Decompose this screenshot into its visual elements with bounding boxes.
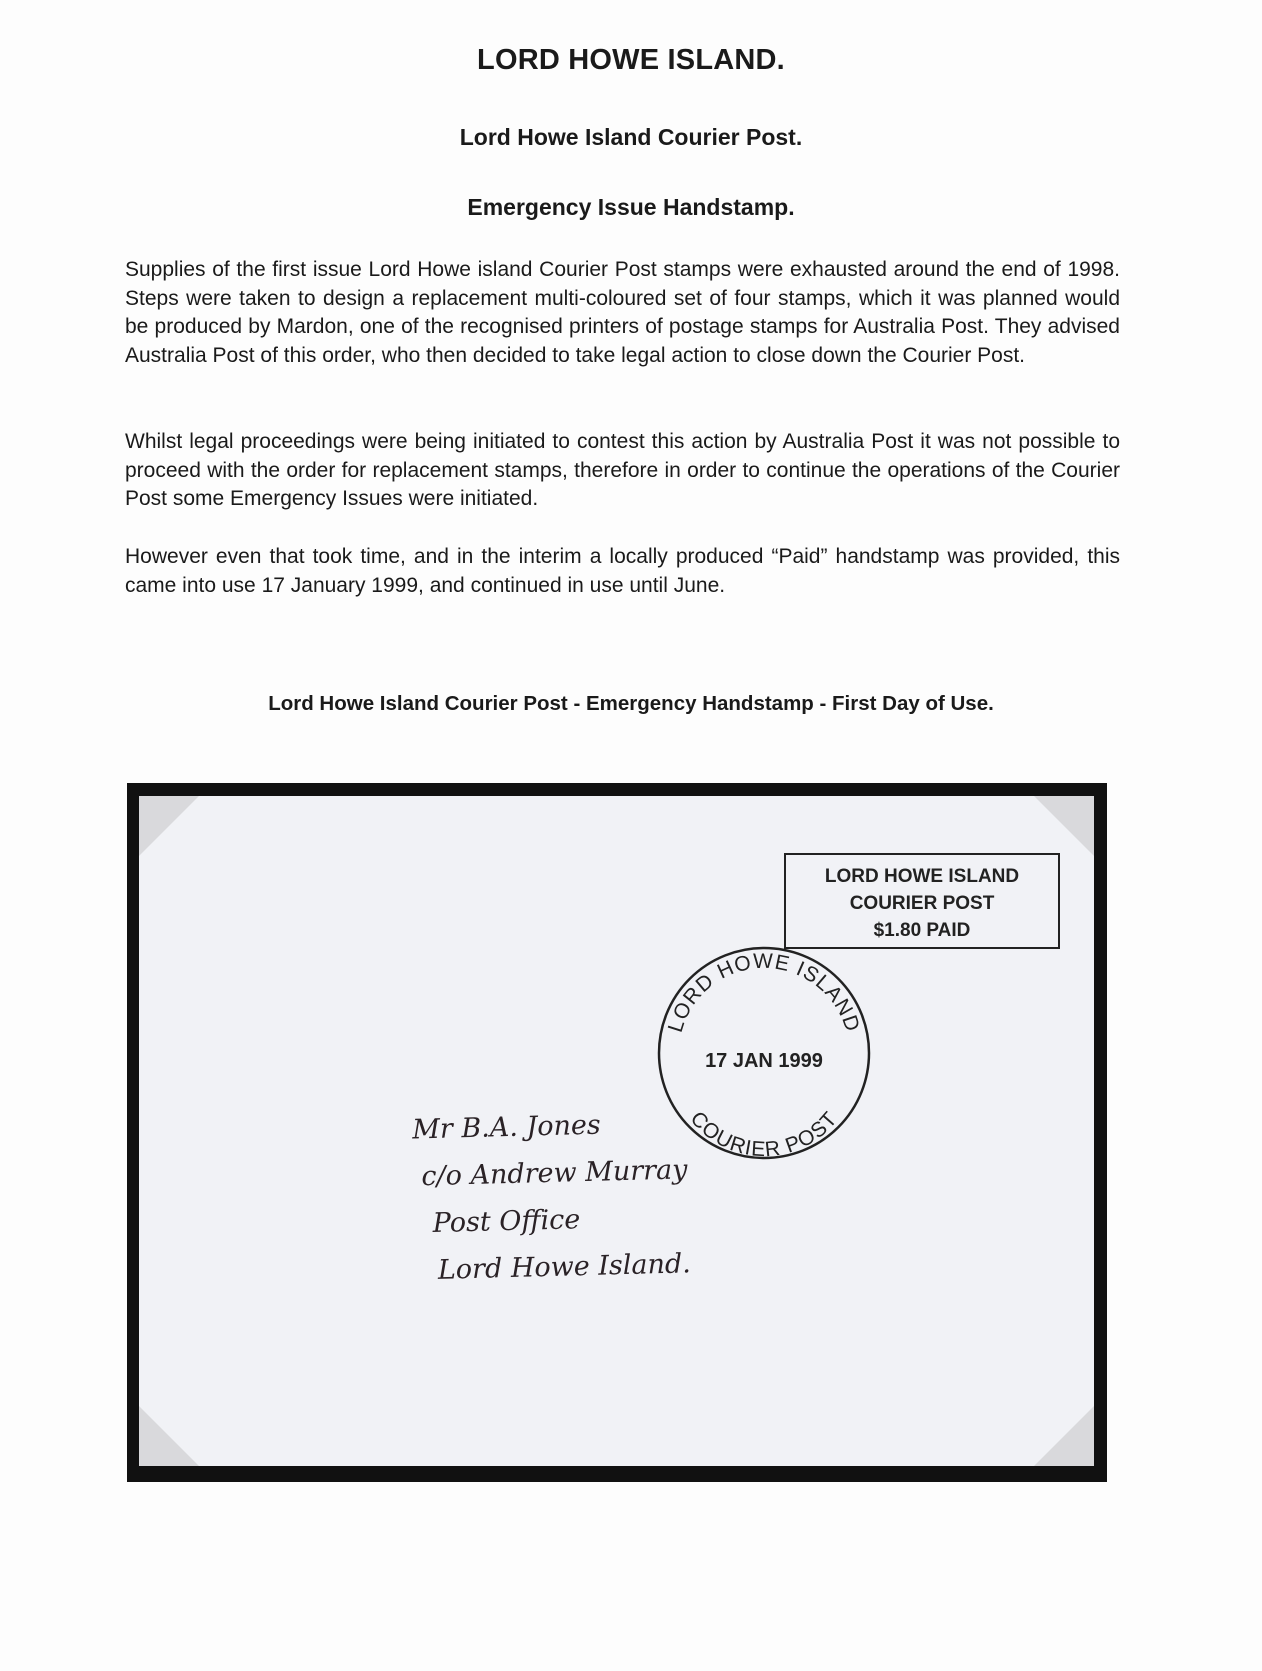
photo-corner-bottom-right — [1034, 1406, 1094, 1466]
address-line-3: Post Office — [432, 1204, 581, 1240]
handwritten-address — [412, 1096, 837, 1295]
photo-corner-top-right — [1034, 796, 1094, 856]
address-line-1: Mr B.A. Jones — [411, 1109, 602, 1146]
paragraph-3: However even that took time, and in the interim a locally produced “Paid” handstamp was provided, this came into use 17 January 1999, and continued in use until June. — [125, 545, 1120, 597]
envelope — [139, 796, 1094, 1466]
paragraph-2: Whilst legal proceedings were being initiated to contest this action by Australia Post it was not possible to proceed with the order for replacement stamps, therefore in order to continue the operations of the Courier Post some Emergency Issues were initiated. — [125, 430, 1120, 510]
address-line-4: Lord Howe Island. — [437, 1248, 692, 1286]
paid-handstamp-line-1: LORD HOWE ISLAND — [824, 866, 1020, 887]
postmark-date: 17 JAN 1999 — [705, 1050, 823, 1072]
paid-handstamp-line-2: COURIER POST — [849, 893, 995, 914]
paid-handstamp — [784, 853, 1060, 949]
postmark-bottom-arc: COURIER POST — [685, 1107, 843, 1162]
cover-mount-frame — [127, 783, 1107, 1482]
photo-corner-bottom-left — [139, 1406, 199, 1466]
paragraph-1: Supplies of the first issue Lord Howe island Courier Post stamps were exhausted around the end of 1998. Steps were taken to design a replacement multi-coloured set of four stamps, which it was planned would be produced by Mardon, one of the recognised printers of postage stamps for Australia Post. They advised Australia Post of this order, who then decided to take legal action to close down the Courier Post. — [125, 258, 1120, 367]
photo-corner-top-left — [139, 796, 199, 856]
page-title: LORD HOWE ISLAND. — [477, 44, 785, 76]
address-line-2: c/o Andrew Murray — [421, 1154, 688, 1193]
page-subtitle: Lord Howe Island Courier Post. — [459, 124, 803, 150]
postmark-top-arc: LORD HOWE ISLAND — [663, 949, 865, 1036]
section-title: Emergency Issue Handstamp. — [467, 194, 795, 220]
cover-caption: Lord Howe Island Courier Post - Emergency Handstamp - First Day of Use. — [268, 692, 994, 715]
paid-handstamp-line-3: $1.80 PAID — [873, 920, 971, 941]
